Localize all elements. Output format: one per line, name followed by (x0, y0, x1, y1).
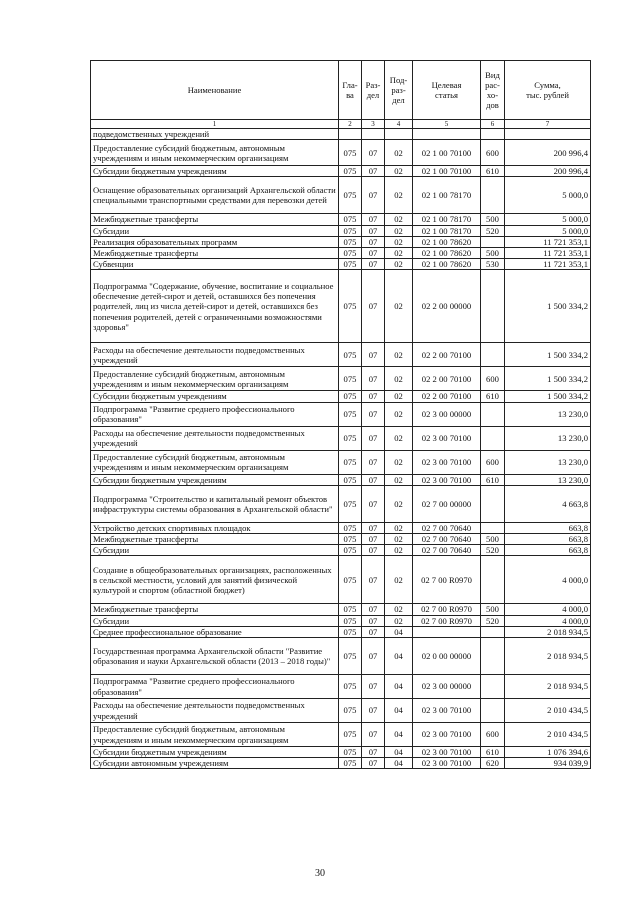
cell-sum: 11 721 353,1 (505, 236, 591, 247)
cell-glava: 075 (339, 402, 362, 426)
cell-name: Реализация образовательных программ (91, 236, 339, 247)
cell-glava: 075 (339, 474, 362, 485)
cell-name: Субсидии (91, 545, 339, 556)
cell-expense-type (481, 485, 505, 522)
cell-razdel: 07 (362, 545, 385, 556)
cell-name: Подпрограмма "Строительство и капитальный ремонт объектов инфраструктуры системы образования в Архангельской области" (91, 485, 339, 522)
cell-sum: 4 000,0 (505, 615, 591, 626)
cell-expense-type: 600 (481, 140, 505, 166)
header-glava: Гла- ва (339, 61, 362, 120)
table-row (91, 391, 591, 402)
cell-sum: 4 000,0 (505, 604, 591, 615)
cell-sum: 13 230,0 (505, 474, 591, 485)
cell-sum (505, 129, 591, 140)
table-row (91, 214, 591, 225)
cell-razdel: 07 (362, 402, 385, 426)
table-row (91, 402, 591, 426)
column-number: 7 (505, 120, 591, 129)
table-row (91, 723, 591, 747)
header-sum: Сумма, тыс. рублей (505, 61, 591, 120)
cell-target-article: 02 7 00 00000 (413, 485, 481, 522)
cell-target-article: 02 7 00 R0970 (413, 615, 481, 626)
cell-expense-type: 520 (481, 615, 505, 626)
cell-sum: 934 039,9 (505, 758, 591, 769)
cell-sum: 5 000,0 (505, 225, 591, 236)
cell-name: Предоставление субсидий бюджетным, автономным учреждениям и иным некоммерческим организациям (91, 723, 339, 747)
cell-target-article: 02 1 00 78620 (413, 248, 481, 259)
cell-podrazdel: 02 (385, 485, 413, 522)
cell-razdel (362, 129, 385, 140)
cell-podrazdel: 02 (385, 343, 413, 367)
cell-podrazdel: 02 (385, 177, 413, 214)
cell-glava: 075 (339, 723, 362, 747)
cell-sum: 1 076 394,6 (505, 747, 591, 758)
table-row (91, 166, 591, 177)
cell-sum: 663,8 (505, 545, 591, 556)
cell-glava (339, 129, 362, 140)
cell-glava: 075 (339, 534, 362, 545)
cell-expense-type: 530 (481, 259, 505, 270)
cell-name: Субсидии бюджетным учреждениям (91, 166, 339, 177)
cell-razdel: 07 (362, 485, 385, 522)
table-row (91, 758, 591, 769)
cell-target-article: 02 2 00 00000 (413, 270, 481, 343)
cell-name: Межбюджетные трансферты (91, 214, 339, 225)
cell-podrazdel: 02 (385, 545, 413, 556)
cell-podrazdel: 02 (385, 426, 413, 450)
cell-glava: 075 (339, 604, 362, 615)
table-row (91, 556, 591, 604)
cell-target-article: 02 3 00 70100 (413, 450, 481, 474)
cell-name: Расходы на обеспечение деятельности подведомственных учреждений (91, 699, 339, 723)
cell-target-article: 02 2 00 70100 (413, 343, 481, 367)
cell-podrazdel: 04 (385, 699, 413, 723)
table-row (91, 675, 591, 699)
cell-expense-type (481, 177, 505, 214)
cell-name: Межбюджетные трансферты (91, 248, 339, 259)
cell-expense-type (481, 236, 505, 247)
cell-target-article: 02 1 00 78620 (413, 236, 481, 247)
cell-target-article: 02 3 00 70100 (413, 426, 481, 450)
cell-podrazdel: 02 (385, 522, 413, 533)
cell-target-article: 02 3 00 70100 (413, 474, 481, 485)
cell-razdel: 07 (362, 343, 385, 367)
cell-razdel: 07 (362, 367, 385, 391)
cell-expense-type (481, 556, 505, 604)
table-row (91, 270, 591, 343)
table-row (91, 485, 591, 522)
cell-sum: 1 500 334,2 (505, 367, 591, 391)
cell-expense-type: 500 (481, 534, 505, 545)
table-row (91, 367, 591, 391)
cell-sum: 1 500 334,2 (505, 270, 591, 343)
cell-glava: 075 (339, 485, 362, 522)
cell-target-article (413, 626, 481, 637)
cell-sum: 200 996,4 (505, 166, 591, 177)
cell-name: Субсидии бюджетным учреждениям (91, 391, 339, 402)
cell-target-article: 02 7 00 70640 (413, 522, 481, 533)
budget-table (90, 60, 591, 769)
cell-target-article: 02 3 00 00000 (413, 402, 481, 426)
cell-podrazdel: 04 (385, 723, 413, 747)
table-row (91, 522, 591, 533)
cell-target-article: 02 2 00 70100 (413, 391, 481, 402)
cell-glava: 075 (339, 225, 362, 236)
cell-glava: 075 (339, 758, 362, 769)
cell-podrazdel: 04 (385, 758, 413, 769)
cell-razdel: 07 (362, 225, 385, 236)
cell-razdel: 07 (362, 177, 385, 214)
table-row (91, 615, 591, 626)
cell-podrazdel (385, 129, 413, 140)
cell-glava: 075 (339, 675, 362, 699)
cell-glava: 075 (339, 626, 362, 637)
cell-glava: 075 (339, 615, 362, 626)
cell-expense-type (481, 638, 505, 675)
cell-target-article (413, 129, 481, 140)
cell-podrazdel: 02 (385, 236, 413, 247)
cell-razdel: 07 (362, 450, 385, 474)
cell-sum: 2 010 434,5 (505, 723, 591, 747)
cell-target-article: 02 7 00 70640 (413, 545, 481, 556)
cell-expense-type: 500 (481, 214, 505, 225)
cell-razdel: 07 (362, 248, 385, 259)
cell-razdel: 07 (362, 556, 385, 604)
table-row (91, 177, 591, 214)
cell-target-article: 02 3 00 70100 (413, 699, 481, 723)
header-podrazdel: Под- раз- дел (385, 61, 413, 120)
cell-name: Среднее профессиональное образование (91, 626, 339, 637)
cell-name: Создание в общеобразовательных организациях, расположенных в сельской местности, условий для занятий физической культурой и спортом (областной бюджет) (91, 556, 339, 604)
cell-sum: 200 996,4 (505, 140, 591, 166)
cell-podrazdel: 02 (385, 214, 413, 225)
header-vid: Вид рас- хо- дов (481, 61, 505, 120)
column-number-row (91, 120, 591, 129)
cell-target-article: 02 0 00 00000 (413, 638, 481, 675)
cell-expense-type (481, 402, 505, 426)
cell-expense-type (481, 343, 505, 367)
cell-podrazdel: 02 (385, 474, 413, 485)
cell-podrazdel: 02 (385, 556, 413, 604)
cell-podrazdel: 04 (385, 626, 413, 637)
table-row (91, 545, 591, 556)
cell-podrazdel: 02 (385, 450, 413, 474)
cell-expense-type: 600 (481, 367, 505, 391)
cell-podrazdel: 02 (385, 270, 413, 343)
cell-expense-type: 520 (481, 545, 505, 556)
cell-name: Предоставление субсидий бюджетным, автономным учреждениям и иным некоммерческим организациям (91, 140, 339, 166)
cell-expense-type (481, 426, 505, 450)
table-row (91, 259, 591, 270)
column-number: 3 (362, 120, 385, 129)
cell-name: подведомственных учреждений (91, 129, 339, 140)
cell-target-article: 02 2 00 70100 (413, 367, 481, 391)
cell-glava: 075 (339, 545, 362, 556)
cell-podrazdel: 02 (385, 604, 413, 615)
cell-glava: 075 (339, 522, 362, 533)
cell-razdel: 07 (362, 391, 385, 402)
cell-glava: 075 (339, 177, 362, 214)
cell-sum: 1 500 334,2 (505, 391, 591, 402)
cell-glava: 075 (339, 367, 362, 391)
cell-glava: 075 (339, 450, 362, 474)
cell-sum: 13 230,0 (505, 426, 591, 450)
table-row (91, 129, 591, 140)
cell-name: Предоставление субсидий бюджетным, автономным учреждениям и иным некоммерческим организациям (91, 367, 339, 391)
cell-expense-type (481, 699, 505, 723)
cell-name: Субсидии автономным учреждениям (91, 758, 339, 769)
cell-target-article: 02 3 00 70100 (413, 723, 481, 747)
cell-razdel: 07 (362, 615, 385, 626)
table-row (91, 604, 591, 615)
cell-name: Субсидии (91, 225, 339, 236)
column-number: 2 (339, 120, 362, 129)
cell-expense-type: 610 (481, 747, 505, 758)
cell-name: Подпрограмма "Развитие среднего профессионального образования" (91, 675, 339, 699)
cell-sum: 663,8 (505, 522, 591, 533)
cell-expense-type: 610 (481, 166, 505, 177)
table-row (91, 426, 591, 450)
cell-target-article: 02 3 00 00000 (413, 675, 481, 699)
cell-glava: 075 (339, 343, 362, 367)
column-number: 6 (481, 120, 505, 129)
cell-name: Субсидии бюджетным учреждениям (91, 474, 339, 485)
cell-sum: 4 663,8 (505, 485, 591, 522)
cell-podrazdel: 02 (385, 402, 413, 426)
table-row (91, 236, 591, 247)
cell-podrazdel: 02 (385, 259, 413, 270)
cell-razdel: 07 (362, 270, 385, 343)
cell-podrazdel: 04 (385, 675, 413, 699)
cell-podrazdel: 02 (385, 140, 413, 166)
cell-expense-type: 610 (481, 474, 505, 485)
cell-target-article: 02 1 00 78620 (413, 259, 481, 270)
cell-sum: 2 018 934,5 (505, 638, 591, 675)
header-target: Целевая статья (413, 61, 481, 120)
table-row (91, 534, 591, 545)
cell-podrazdel: 02 (385, 534, 413, 545)
cell-glava: 075 (339, 214, 362, 225)
cell-sum: 11 721 353,1 (505, 259, 591, 270)
cell-name: Предоставление субсидий бюджетным, автономным учреждениям и иным некоммерческим организациям (91, 450, 339, 474)
cell-glava: 075 (339, 391, 362, 402)
cell-razdel: 07 (362, 638, 385, 675)
cell-target-article: 02 7 00 70640 (413, 534, 481, 545)
cell-razdel: 07 (362, 758, 385, 769)
table-row (91, 225, 591, 236)
table-body (91, 129, 591, 769)
header-name: Наименование (91, 61, 339, 120)
page-number: 30 (315, 868, 325, 879)
cell-sum: 2 018 934,5 (505, 626, 591, 637)
cell-expense-type (481, 522, 505, 533)
table-row (91, 699, 591, 723)
cell-name: Устройство детских спортивных площадок (91, 522, 339, 533)
cell-glava: 075 (339, 699, 362, 723)
cell-podrazdel: 02 (385, 615, 413, 626)
cell-expense-type: 500 (481, 248, 505, 259)
cell-expense-type (481, 675, 505, 699)
table-row (91, 638, 591, 675)
cell-expense-type: 600 (481, 450, 505, 474)
cell-razdel: 07 (362, 747, 385, 758)
table-row (91, 140, 591, 166)
cell-razdel: 07 (362, 214, 385, 225)
cell-razdel: 07 (362, 699, 385, 723)
budget-table-sheet (90, 60, 590, 769)
cell-glava: 075 (339, 556, 362, 604)
cell-podrazdel: 02 (385, 391, 413, 402)
cell-razdel: 07 (362, 426, 385, 450)
table-row (91, 474, 591, 485)
cell-expense-type: 620 (481, 758, 505, 769)
cell-name: Межбюджетные трансферты (91, 604, 339, 615)
cell-target-article: 02 3 00 70100 (413, 747, 481, 758)
cell-razdel: 07 (362, 723, 385, 747)
cell-target-article: 02 7 00 R0970 (413, 604, 481, 615)
cell-razdel: 07 (362, 522, 385, 533)
cell-glava: 075 (339, 248, 362, 259)
cell-sum: 13 230,0 (505, 450, 591, 474)
cell-target-article: 02 3 00 70100 (413, 758, 481, 769)
cell-podrazdel: 02 (385, 166, 413, 177)
cell-razdel: 07 (362, 534, 385, 545)
cell-target-article: 02 1 00 70100 (413, 140, 481, 166)
table-row (91, 626, 591, 637)
cell-sum: 1 500 334,2 (505, 343, 591, 367)
cell-glava: 075 (339, 236, 362, 247)
cell-expense-type: 500 (481, 604, 505, 615)
cell-name: Межбюджетные трансферты (91, 534, 339, 545)
cell-podrazdel: 02 (385, 367, 413, 391)
cell-sum: 663,8 (505, 534, 591, 545)
column-number: 1 (91, 120, 339, 129)
header-razdel: Раз- дел (362, 61, 385, 120)
cell-sum: 11 721 353,1 (505, 248, 591, 259)
cell-razdel: 07 (362, 675, 385, 699)
cell-glava: 075 (339, 638, 362, 675)
table-row (91, 248, 591, 259)
cell-razdel: 07 (362, 474, 385, 485)
cell-name: Субвенции (91, 259, 339, 270)
cell-razdel: 07 (362, 259, 385, 270)
cell-sum: 4 000,0 (505, 556, 591, 604)
cell-razdel: 07 (362, 626, 385, 637)
cell-expense-type (481, 129, 505, 140)
table-row (91, 450, 591, 474)
cell-razdel: 07 (362, 236, 385, 247)
cell-name: Субсидии бюджетным учреждениям (91, 747, 339, 758)
cell-name: Расходы на обеспечение деятельности подведомственных учреждений (91, 343, 339, 367)
column-number: 5 (413, 120, 481, 129)
cell-target-article: 02 1 00 70100 (413, 166, 481, 177)
cell-name: Оснащение образовательных организаций Архангельской области специальными транспортными средствами для перевозки детей (91, 177, 339, 214)
cell-razdel: 07 (362, 166, 385, 177)
cell-name: Расходы на обеспечение деятельности подведомственных учреждений (91, 426, 339, 450)
cell-glava: 075 (339, 270, 362, 343)
cell-sum: 2 018 934,5 (505, 675, 591, 699)
cell-podrazdel: 02 (385, 248, 413, 259)
cell-podrazdel: 04 (385, 638, 413, 675)
cell-name: Государственная программа Архангельской области "Развитие образования и науки Архангельской области (2013 – 2018 годы)" (91, 638, 339, 675)
cell-glava: 075 (339, 426, 362, 450)
cell-target-article: 02 7 00 R0970 (413, 556, 481, 604)
cell-expense-type: 610 (481, 391, 505, 402)
cell-glava: 075 (339, 140, 362, 166)
cell-razdel: 07 (362, 604, 385, 615)
cell-expense-type: 600 (481, 723, 505, 747)
cell-glava: 075 (339, 259, 362, 270)
column-number: 4 (385, 120, 413, 129)
cell-podrazdel: 04 (385, 747, 413, 758)
cell-podrazdel: 02 (385, 225, 413, 236)
cell-name: Субсидии (91, 615, 339, 626)
cell-target-article: 02 1 00 78170 (413, 214, 481, 225)
cell-glava: 075 (339, 747, 362, 758)
cell-sum: 5 000,0 (505, 177, 591, 214)
table-row (91, 343, 591, 367)
cell-sum: 13 230,0 (505, 402, 591, 426)
cell-glava: 075 (339, 166, 362, 177)
cell-target-article: 02 1 00 78170 (413, 225, 481, 236)
table-row (91, 747, 591, 758)
cell-target-article: 02 1 00 78170 (413, 177, 481, 214)
header-row (91, 61, 591, 120)
cell-name: Подпрограмма "Развитие среднего профессионального образования" (91, 402, 339, 426)
cell-name: Подпрограмма "Содержание, обучение, воспитание и социальное обеспечение детей-сирот и детей, оставшихся без попечения родителей, лиц из числа детей-сирот и детей, оставшихся без попечения родителей, детей с ограниченными возможностями здоровья" (91, 270, 339, 343)
cell-expense-type: 520 (481, 225, 505, 236)
cell-razdel: 07 (362, 140, 385, 166)
cell-expense-type (481, 626, 505, 637)
cell-expense-type (481, 270, 505, 343)
cell-sum: 2 010 434,5 (505, 699, 591, 723)
cell-sum: 5 000,0 (505, 214, 591, 225)
